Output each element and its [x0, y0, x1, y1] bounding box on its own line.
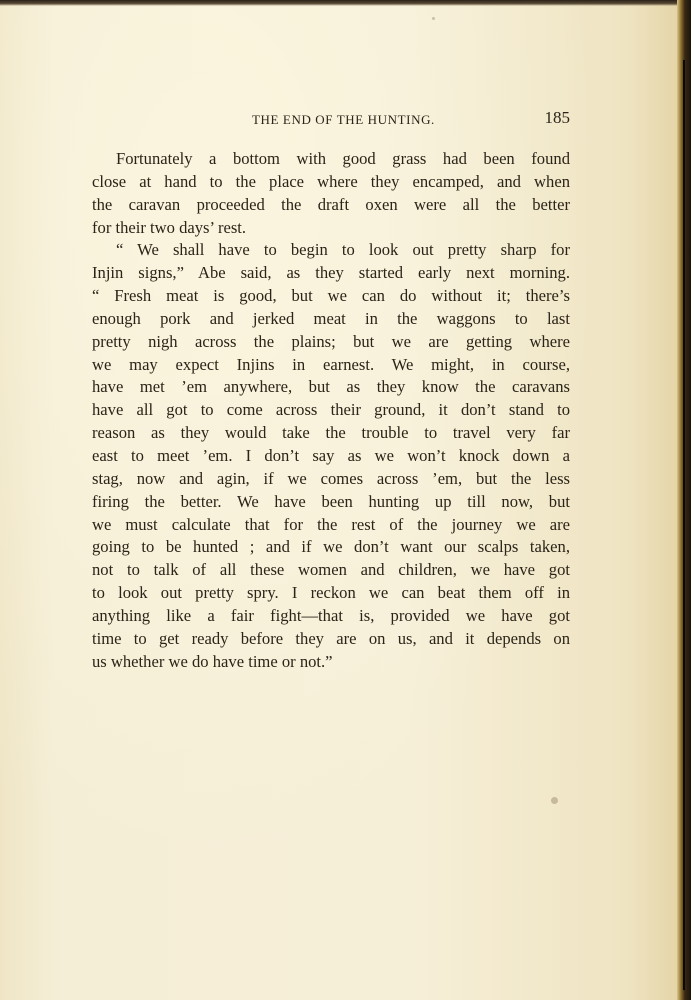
page-number: 185 [544, 108, 570, 127]
body-text [92, 148, 570, 673]
text-line: for their two days’ rest. [92, 217, 247, 237]
text-line: firing the better. We have been hunting up till now, but [92, 491, 570, 511]
text-line: east to meet ’em. I don’t say as we won’t knock down a [92, 445, 570, 465]
text-line: the caravan proceeded the draft oxen were all the better [92, 194, 570, 214]
paper-speck [551, 797, 558, 804]
book-spine-line [683, 60, 685, 990]
text-line: “ Fresh meat is good, but we can do without it; there’s [92, 286, 570, 306]
text-line: reason as they would take the trouble to travel very far [92, 423, 570, 443]
text-line: we must calculate that for the rest of the journey we are [92, 514, 570, 534]
paper-speck [432, 17, 435, 20]
text-line: have all got to come across their ground, it don’t stand to [92, 400, 570, 420]
text-line: we may expect Injins in earnest. We might, in course, [92, 354, 570, 374]
text-line: stag, now and agin, if we comes across ’em, but the less [92, 468, 570, 488]
text-line: enough pork and jerked meat in the waggons to last [92, 308, 570, 328]
text-line: “ We shall have to begin to look out pretty sharp for [116, 240, 570, 260]
text-line: going to be hunted ; and if we don’t want our scalps taken, [92, 537, 570, 557]
page-top-edge [0, 0, 691, 6]
chapter-title: THE END OF THE HUNTING. [252, 112, 435, 127]
text-line: have met ’em anywhere, but as they know the caravans [92, 377, 570, 397]
text-line: anything like a fair fight—that is, provided we have got [92, 605, 570, 625]
text-line: Fortunately a bottom with good grass had been found [116, 149, 570, 168]
text-line: time to get ready before they are on us, and it depends on [92, 628, 570, 648]
text-line: close at hand to the place where they encamped, and when [92, 171, 570, 191]
text-line: pretty nigh across the plains; but we are getting where [92, 331, 570, 351]
text-line: to look out pretty spry. I reckon we can beat them off in [92, 583, 570, 603]
running-head [92, 106, 570, 132]
text-line: Injin signs,” Abe said, as they started early next morning. [92, 263, 570, 283]
text-line: not to talk of all these women and children, we have got [92, 560, 570, 580]
text-line: us whether we do have time or not.” [92, 651, 333, 671]
